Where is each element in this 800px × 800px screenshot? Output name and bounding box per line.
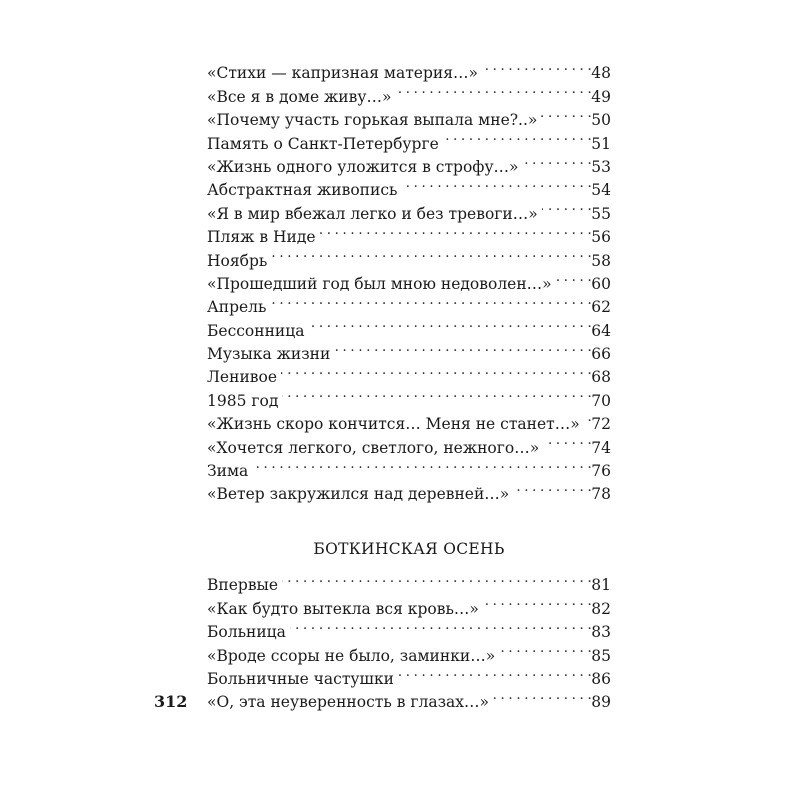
dot-leader	[290, 614, 591, 637]
dot-leader	[543, 429, 591, 452]
toc-entry-title: 1985 год	[207, 391, 279, 410]
toc-entry-title: «Как будто вытекла вся кровь…»	[207, 599, 479, 618]
toc-entry-page: 85	[591, 646, 611, 665]
toc-entry	[207, 336, 611, 364]
toc-entry	[207, 266, 611, 293]
toc-entry	[207, 195, 611, 223]
toc-entry-page: 60	[591, 274, 611, 293]
toc-entry-title: «Я в мир вбежал легко и без тревоги…»	[207, 204, 538, 223]
toc-entry	[207, 661, 611, 688]
dot-leader	[493, 684, 591, 707]
toc-entry	[207, 359, 611, 387]
dot-leader	[443, 125, 592, 148]
dot-leader	[523, 149, 592, 172]
toc-entry	[207, 429, 611, 457]
toc-entry	[207, 637, 611, 665]
toc-entry	[207, 567, 611, 595]
toc-entry-page: 48	[591, 64, 611, 83]
dot-leader	[282, 567, 591, 590]
toc-entry-title: Апрель	[207, 298, 267, 317]
page-number: 312	[154, 692, 188, 711]
toc-entry-page: 66	[591, 345, 611, 364]
toc-entry-page: 74	[591, 438, 611, 457]
toc-entry-page: 89	[591, 693, 611, 712]
toc-entry-page: 53	[591, 157, 611, 176]
toc-entry-page: 82	[591, 599, 611, 618]
toc-entry-page: 49	[591, 87, 611, 106]
toc-entry-title: «Жизнь одного уложится в строфу…»	[207, 157, 519, 176]
toc-entry-page: 83	[591, 623, 611, 642]
dot-leader	[513, 476, 591, 499]
toc-entry-page: 64	[591, 321, 611, 340]
toc-entry	[207, 172, 611, 200]
toc-entry	[207, 78, 611, 106]
toc-entry-title: «Вроде ссоры не было, заминки…»	[207, 646, 496, 665]
toc-entry-page: 78	[591, 485, 611, 504]
toc-entry-page: 76	[591, 462, 611, 481]
dot-leader	[320, 219, 592, 242]
dot-leader	[282, 382, 591, 405]
toc-entry	[207, 406, 611, 434]
dot-leader	[499, 637, 591, 660]
dot-leader	[252, 453, 591, 476]
dot-leader	[541, 102, 591, 125]
dot-leader	[584, 406, 592, 429]
section-heading: БОТКИНСКАЯ ОСЕНЬ	[313, 540, 505, 558]
dot-leader	[334, 336, 591, 359]
toc-entry-title: «Стихи — капризная материя…»	[207, 64, 478, 83]
toc-entry-page: 72	[591, 415, 611, 434]
toc-entry-title: «Все я в доме живу…»	[207, 87, 392, 106]
toc-entry	[207, 684, 611, 712]
dot-leader	[542, 195, 592, 218]
toc-entry	[207, 55, 611, 83]
toc-entry-title: Пляж в Ниде	[207, 228, 316, 247]
dot-leader	[398, 661, 591, 684]
toc-entry	[207, 453, 611, 481]
toc-entry	[207, 289, 611, 317]
toc-entry-title: «О, эта неуверенность в глазах…»	[207, 693, 489, 712]
toc-entry-page: 70	[591, 391, 611, 410]
toc-entry-page: 62	[591, 298, 611, 317]
dot-leader	[401, 172, 591, 195]
toc-entry-title: Музыка жизни	[207, 345, 331, 364]
toc-entry	[207, 149, 611, 176]
toc-entry-title: Больничные частушки	[207, 669, 394, 688]
toc-entry	[207, 590, 611, 618]
toc-entry-page: 56	[591, 228, 611, 247]
toc-entry	[207, 312, 611, 340]
dot-leader	[482, 55, 591, 78]
toc-entry-title: «Хочется легкого, светлого, нежного…»	[207, 438, 540, 457]
toc-entry-title: Бессонница	[207, 321, 305, 340]
toc-entry-page: 86	[591, 669, 611, 688]
toc-entry	[207, 242, 611, 270]
toc-entry-title: Больница	[207, 623, 286, 642]
dot-leader	[281, 359, 591, 382]
toc-entry-title: «Почему участь горькая выпала мне?..»	[207, 111, 538, 130]
toc-entry-title: Ленивое	[207, 368, 277, 387]
toc-entry	[207, 382, 611, 410]
table-of-contents-section-1	[207, 55, 611, 504]
toc-entry-page: 58	[591, 251, 611, 270]
toc-entry	[207, 219, 611, 247]
toc-entry	[207, 102, 611, 130]
dot-leader	[270, 289, 591, 312]
table-of-contents-section-2	[207, 567, 611, 712]
dot-leader	[483, 590, 591, 613]
dot-leader	[271, 242, 591, 265]
toc-entry-title: Абстрактная живопись	[207, 181, 398, 200]
toc-entry	[207, 476, 611, 504]
dot-leader	[556, 266, 592, 289]
toc-entry-page: 68	[591, 368, 611, 387]
toc-entry	[207, 614, 611, 642]
toc-entry-title: «Ветер закружился над деревней…»	[207, 485, 510, 504]
toc-entry-page: 50	[591, 111, 611, 130]
dot-leader	[395, 78, 591, 101]
toc-entry-title: Зима	[207, 462, 249, 481]
toc-entry-page: 81	[591, 576, 611, 595]
toc-entry-title: Ноябрь	[207, 251, 268, 270]
toc-entry-title: Память о Санкт-Петербурге	[207, 134, 439, 153]
toc-entry-title: «Прошедший год был мною недоволен…»	[207, 274, 552, 293]
toc-entry-title: Впервые	[207, 576, 279, 595]
toc-entry-page: 51	[591, 134, 611, 153]
toc-entry-page: 54	[591, 181, 611, 200]
toc-entry-page: 55	[591, 204, 611, 223]
dot-leader	[308, 312, 591, 335]
toc-entry	[207, 125, 611, 153]
toc-entry-title: «Жизнь скоро кончится… Меня не станет…»	[207, 415, 580, 434]
